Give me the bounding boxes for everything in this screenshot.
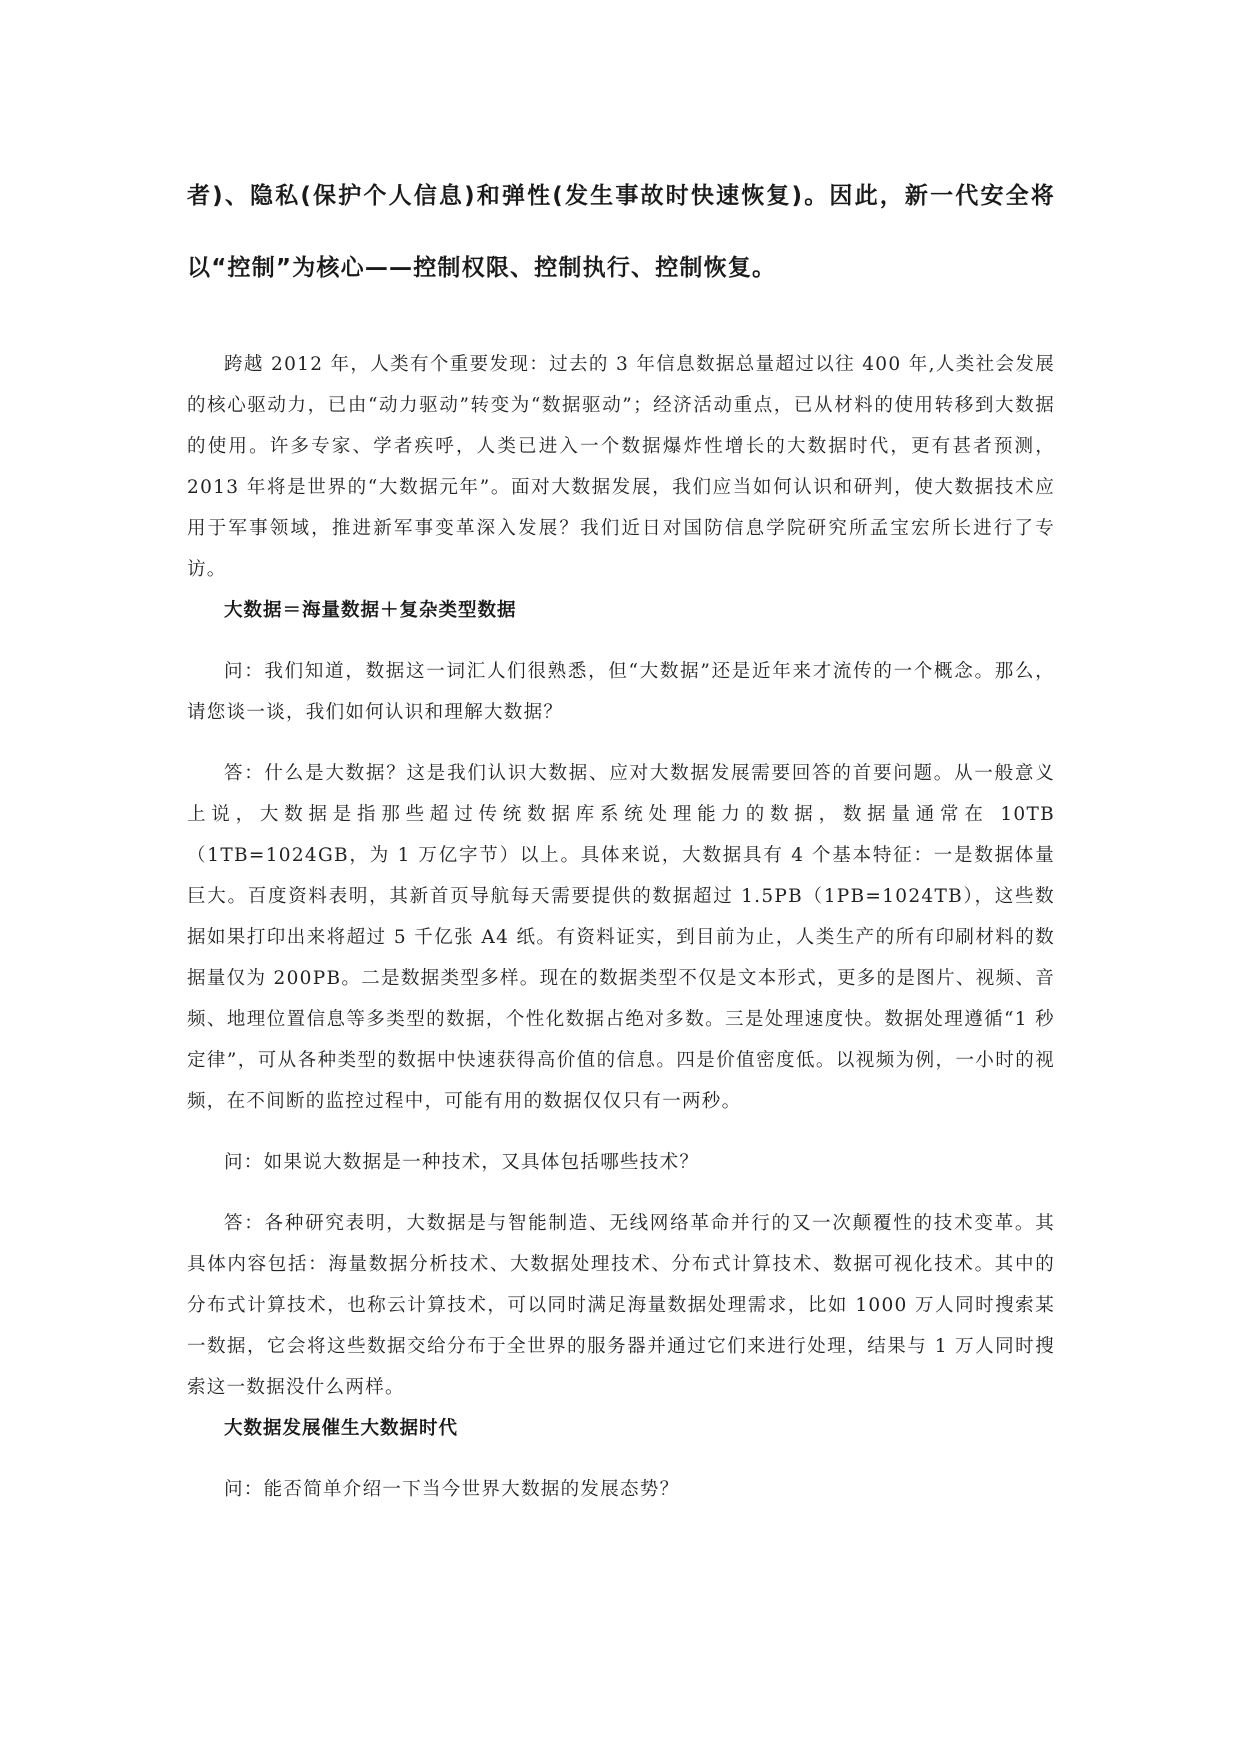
answer-paragraph: 答：什么是大数据？这是我们认识大数据、应对大数据发展需要回答的首要问题。从一般意义上说，大数据是指那些超过传统数据库系统处理能力的数据，数据量通常在 10TB（1TB=1024GB，为 1 万亿字节）以上。具体来说，大数据具有 4 个基本特征：一是数据体量巨大。百度资料表明，其新首页导航每天需要提供的数据超过 1.5PB（1PB=1024TB），这些数据如果打印出来将超过 5 千亿张 A4 纸。有资料证实，到目前为止，人类生产的所有印刷材料的数据量仅为 200PB。二是数据类型多样。现在的数据类型不仅是文本形式，更多的是图片、视频、音频、地理位置信息等多类型的数据，个性化数据占绝对多数。三是处理速度快。数据处理遵循“1 秒定律”，可从各种类型的数据中快速获得高价值的信息。四是价值密度低。以视频为例，一小时的视频，在不间断的监控过程中，可能有用的数据仅仅只有一两秒。 (187, 763, 1055, 1112)
spacer (187, 1449, 1055, 1469)
intro-paragraph: 跨越 2012 年，人类有个重要发现：过去的 3 年信息数据总量超过以往 400 年,人类社会发展的核心驱动力，已由“动力驱动”转变为“数据驱动”；经济活动重点，已从材料的使用转移到大数据的使用。许多专家、学者疾呼，人类已进入一个数据爆炸性增长的大数据时代，更有甚者预测，2013 年将是世界的“大数据元年”。面对大数据发展，我们应当如何认识和研判，使大数据技术应用于军事领域，推进新军事变革深入发展？我们近日对国防信息学院研究所孟宝宏所长进行了专访。 (187, 354, 1055, 580)
question-paragraph: 问：我们知道，数据这一词汇人们很熟悉，但“大数据”还是近年来才流传的一个概念。那么，请您谈一谈，我们如何认识和理解大数据？ (187, 661, 1055, 723)
spacer (187, 1183, 1055, 1203)
document-body (187, 160, 1055, 1510)
lead-paragraph: 者)、隐私(保护个人信息)和弹性(发生事故时快速恢复)。因此，新一代安全将以“控制”为核心——控制权限、控制执行、控制恢复。 (187, 183, 1055, 281)
question-paragraph: 问：如果说大数据是一种技术，又具体包括哪些技术？ (224, 1152, 700, 1173)
spacer (187, 631, 1055, 651)
spacer (187, 1122, 1055, 1142)
section-heading-big-data-definition: 大数据＝海量数据＋复杂类型数据 (224, 600, 517, 621)
question-paragraph: 问：能否简单介绍一下当今世界大数据的发展态势？ (224, 1479, 680, 1500)
spacer (187, 733, 1055, 753)
answer-paragraph: 答：各种研究表明，大数据是与智能制造、无线网络革命并行的又一次颠覆性的技术变革。其具体内容包括：海量数据分析技术、大数据处理技术、分布式计算技术、数据可视化技术。其中的分布式计算技术，也称云计算技术，可以同时满足海量数据处理需求，比如 1000 万人同时搜索某一数据，它会将这些数据交给分布于全世界的服务器并通过它们来进行处理，结果与 1 万人同时搜索这一数据没什么两样。 (187, 1213, 1055, 1398)
section-heading-big-data-era: 大数据发展催生大数据时代 (224, 1418, 459, 1439)
spacer (187, 304, 1055, 344)
